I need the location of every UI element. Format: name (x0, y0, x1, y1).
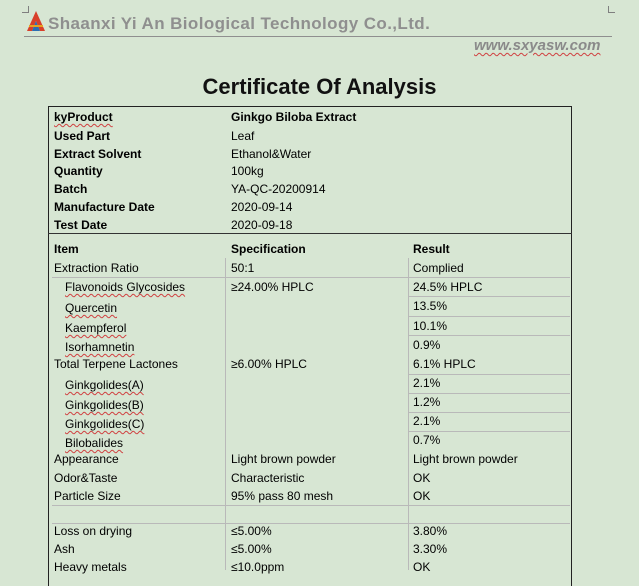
gridline (52, 505, 570, 506)
gridline (409, 412, 570, 413)
row-spec: 50:1 (231, 261, 255, 275)
row-item: Loss on drying (54, 524, 133, 538)
row-result: 0.7% (413, 433, 441, 447)
row-result: 13.5% (413, 299, 448, 313)
info-label-test-date: Test Date (54, 218, 108, 232)
corner-crop-mark (608, 6, 615, 13)
row-item: Quercetin (65, 301, 118, 315)
row-result: 0.9% (413, 338, 441, 352)
row-result: 1.2% (413, 395, 441, 409)
gridline (52, 277, 570, 278)
row-result: Complied (413, 261, 464, 275)
info-label-used-part: Used Part (54, 129, 111, 143)
gridline (409, 393, 570, 394)
company-logo-icon (26, 10, 46, 32)
info-value-used-part: Leaf (231, 129, 255, 143)
row-spec: Characteristic (231, 471, 305, 485)
row-result: 3.80% (413, 524, 448, 538)
row-item: Ash (54, 542, 75, 556)
row-item: Total Terpene Lactones (54, 357, 178, 371)
row-item: Bilobalides (65, 436, 124, 450)
info-value-quantity: 100kg (231, 164, 264, 178)
row-result: OK (413, 560, 431, 574)
row-spec: ≥6.00% HPLC (231, 357, 307, 371)
column-header-specification: Specification (231, 242, 306, 256)
row-item: Extraction Ratio (54, 261, 139, 275)
row-item: Isorhamnetin (65, 340, 135, 354)
info-label-extract-solvent: Extract Solvent (54, 147, 142, 161)
row-result: 2.1% (413, 376, 441, 390)
row-result: 6.1% HPLC (413, 357, 476, 371)
info-label-batch: Batch (54, 182, 88, 196)
column-header-result: Result (413, 242, 450, 256)
row-item: Flavonoids Glycosides (65, 280, 186, 294)
row-spec: 95% pass 80 mesh (231, 489, 334, 503)
info-value-extract-solvent: Ethanol&Water (231, 147, 312, 161)
gridline (409, 296, 570, 297)
info-value-batch: YA-QC-20200914 (231, 182, 326, 196)
row-item: Heavy metals (54, 560, 127, 574)
gridline (409, 431, 570, 432)
row-spec: Light brown powder (231, 452, 336, 466)
row-item: Appearance (54, 452, 119, 466)
row-item: Ginkgolides(B) (65, 398, 144, 412)
row-result: 10.1% (413, 319, 448, 333)
row-spec: ≤5.00% (231, 524, 272, 538)
row-spec: ≤10.0ppm (231, 560, 285, 574)
row-result: 2.1% (413, 414, 441, 428)
row-result: 3.30% (413, 542, 448, 556)
row-result: OK (413, 471, 431, 485)
company-name: Shaanxi Yi An Biological Technology Co.,Ltd. (48, 14, 431, 33)
row-result: 24.5% HPLC (413, 280, 483, 294)
website-link[interactable]: www.sxyasw.com (474, 37, 601, 54)
row-item: Kaempferol (65, 321, 127, 335)
gridline (409, 374, 570, 375)
row-result: Light brown powder (413, 452, 518, 466)
gridline (409, 335, 570, 336)
section-divider (48, 233, 572, 234)
row-spec: ≤5.00% (231, 542, 272, 556)
row-item: Particle Size (54, 489, 121, 503)
info-label-quantity: Quantity (54, 164, 103, 178)
info-label-manufacture-date: Manufacture Date (54, 200, 155, 214)
row-item: Ginkgolides(C) (65, 417, 145, 431)
row-item: Ginkgolides(A) (65, 378, 144, 392)
gridline (409, 316, 570, 317)
column-header-item: Item (54, 242, 79, 256)
document-title: Certificate Of Analysis (202, 74, 437, 99)
row-result: OK (413, 489, 431, 503)
row-item: Odor&Taste (54, 471, 118, 485)
info-value-test-date: 2020-09-18 (231, 218, 293, 232)
info-label-product: kyProduct (54, 110, 113, 124)
info-value-manufacture-date: 2020-09-14 (231, 200, 293, 214)
row-spec: ≥24.00% HPLC (231, 280, 314, 294)
info-value-product: Ginkgo Biloba Extract (231, 110, 357, 124)
